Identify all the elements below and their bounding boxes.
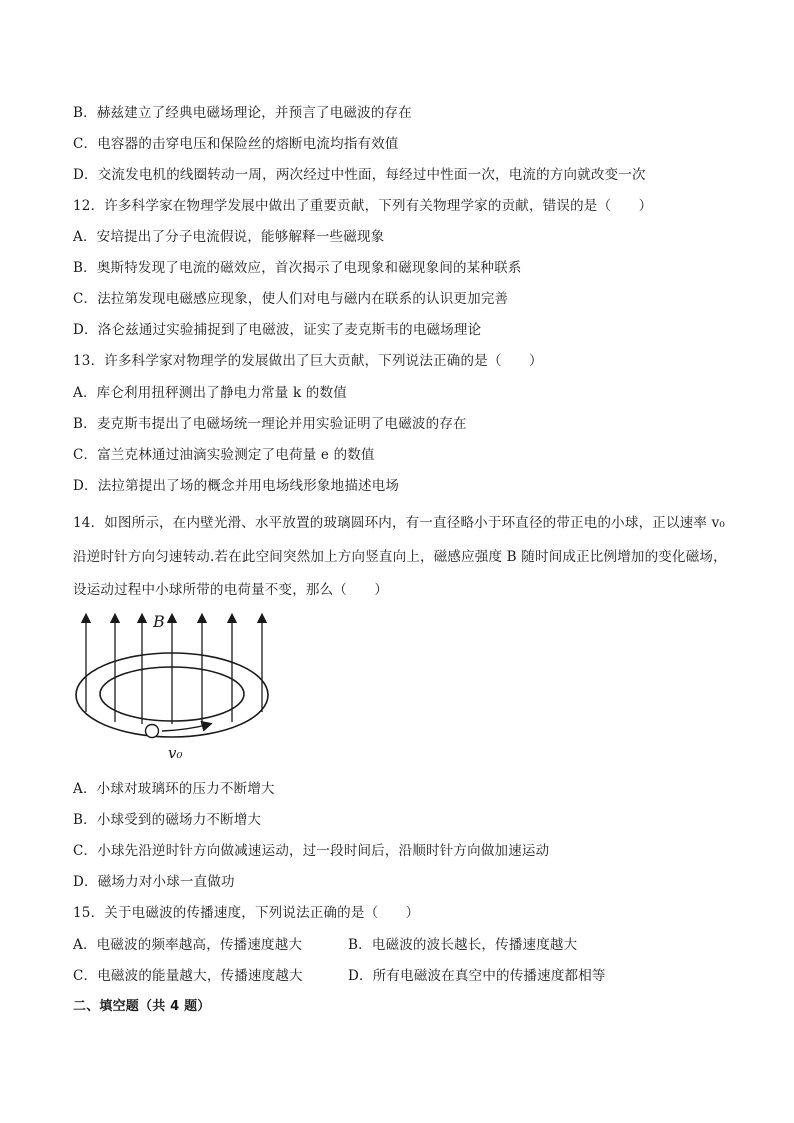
option-a: A．小球对玻璃环的压力不断增大 [73,781,275,797]
option-b: B．麦克斯韦提出了电磁场统一理论并用实验证明了电磁波的存在 [73,416,467,432]
option-c: C．法拉第发现电磁感应现象，使人们对电与磁内在联系的认识更加完善 [73,291,509,307]
option-d: D．法拉第提出了场的概念并用电场线形象地描述电场 [73,478,400,494]
option-a: A．库仑利用扭秤测出了静电力常量 k 的数值 [73,385,347,401]
velocity-arrow [162,724,210,731]
option-b: B．电磁波的波长越长，传播速度越大 [348,937,578,953]
option-d: D．洛仑兹通过实验捕捉到了电磁波，证实了麦克斯韦的电磁场理论 [73,322,482,338]
option-b: B．小球受到的磁场力不断增大 [73,812,262,828]
question-15: 15．关于电磁波的传播速度，下列说法正确的是（ ） [73,905,420,921]
option-a: A．安培提出了分子电流假说，能够解释一些磁现象 [73,229,385,245]
text-line: C．电容器的击穿电压和保险丝的熔断电流均指有效值 [73,136,399,152]
option-c: C．电磁波的能量越大，传播速度越大 [73,968,303,984]
field-label-b: B [153,612,165,631]
text-line: D．交流发电机的线圈转动一周，两次经过中性面，每经过中性面一次，电流的方向就改变一次 [73,167,646,183]
magnetic-ring-figure [70,612,275,772]
question-14-cont: 设运动过程中小球所带的电荷量不变，那么（ ） [73,582,389,598]
option-c: C．小球先沿逆时针方向做减速运动，过一段时间后，沿顺时针方向做加速运动 [73,843,550,859]
question-14-cont: 沿逆时针方向匀速转动.若在此空间突然加上方向竖直向上，磁感应强度 B 随时间成正比例增加的变化磁场， [73,549,727,565]
question-14: 14．如图所示，在内壁光滑、水平放置的玻璃圆环内，有一直径略小于环直径的带正电的小球，正以速率 v₀ [73,515,726,531]
option-a: A．电磁波的频率越高，传播速度越大 [73,937,303,953]
option-d: D．所有电磁波在真空中的传播速度都相等 [348,968,606,984]
question-13: 13．许多科学家对物理学的发展做出了巨大贡献，下列说法正确的是（ ） [73,353,543,369]
velocity-label-v0: v₀ [168,744,183,762]
text-line: B．赫兹建立了经典电磁场理论，并预言了电磁波的存在 [73,105,412,121]
option-c: C．富兰克林通过油滴实验测定了电荷量 e 的数值 [73,447,375,463]
ring-diagram [70,612,275,772]
charged-ball [146,725,159,738]
option-b: B．奥斯特发现了电流的磁效应，首次揭示了电现象和磁现象间的某种联系 [73,260,522,276]
section-heading: 二、填空题（共 4 题） [73,999,211,1014]
option-d: D．磁场力对小球一直做功 [73,874,235,890]
question-12: 12．许多科学家在物理学发展中做出了重要贡献，下列有关物理学家的贡献，错误的是（ ） [73,198,653,214]
